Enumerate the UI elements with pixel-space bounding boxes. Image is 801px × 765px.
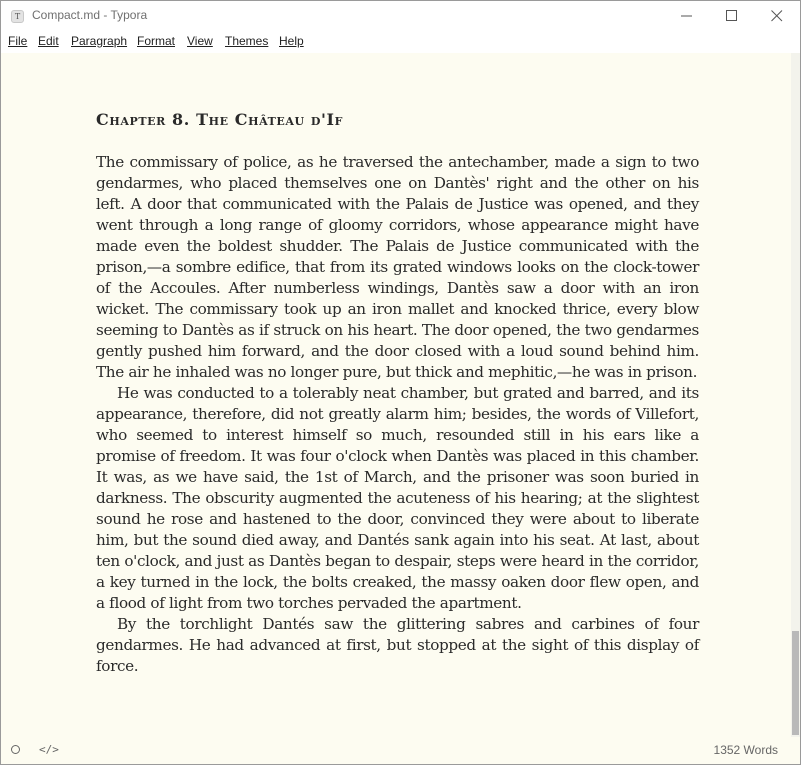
menu-paragraph[interactable] — [71, 34, 127, 48]
status-bar — [1, 737, 800, 764]
scrollbar-thumb[interactable] — [792, 631, 799, 735]
typora-app-icon: T — [11, 10, 24, 23]
title-bar[interactable] — [1, 1, 800, 31]
minimize-button[interactable] — [664, 1, 710, 31]
menu-edit[interactable] — [38, 34, 59, 48]
menu-format[interactable] — [137, 34, 175, 48]
minimize-icon — [681, 10, 693, 22]
close-icon — [771, 10, 783, 22]
word-count[interactable]: 1352 Words — [713, 743, 778, 757]
menu-view[interactable] — [187, 34, 213, 48]
editor-document[interactable] — [1, 53, 791, 737]
menu-themes[interactable] — [225, 34, 268, 48]
close-button[interactable] — [754, 1, 800, 31]
chapter-heading[interactable]: Chapter 8. The Château d'If — [96, 110, 344, 129]
paragraph-1[interactable]: The commissary of police, as he traversed the antechamber, made a sign to two gendarmes, who placed themselves one on Dantès' right and the other on his left. A door that communicated with the Palais de Justice was opened, and they went through a long range of gloomy corridors, whose appearance might have made even the boldest shudder. The Palais de Justice communicated with the prison,—a sombre edifice, that from its grated windows looks on the clock-tower of the Accoules. After numberless windings, Dantès saw a door with an iron wicket. The commissary took up an iron mallet and knocked thrice, every blow seeming to Dantès as if struck on his heart. The door opened, the two gendarmes gently pushed him forward, and the door closed with a loud sound behind him. The air he inhaled was no longer pure, but thick and mephitic,—he was in prison. — [96, 153, 699, 381]
menu-bar — [1, 31, 800, 53]
maximize-icon — [726, 10, 738, 22]
menu-format-label: Format — [137, 34, 176, 48]
menu-paragraph-label: Paragraph — [71, 34, 128, 48]
window-title: Compact.md - Typora — [32, 8, 148, 22]
circle-outline-icon[interactable] — [11, 745, 20, 754]
menu-file[interactable] — [8, 34, 27, 48]
menu-help[interactable] — [279, 34, 304, 48]
maximize-button[interactable] — [709, 1, 755, 31]
menu-file-label: File — [8, 34, 28, 48]
menu-themes-label: Themes — [225, 34, 269, 48]
document-body[interactable] — [96, 152, 699, 677]
menu-view-label: View — [187, 34, 213, 48]
menu-edit-label: Edit — [38, 34, 59, 48]
menu-help-label: Help — [279, 34, 304, 48]
paragraph-2[interactable]: He was conducted to a tolerably neat chamber, but grated and barred, and its appearance, therefore, did not greatly alarm him; besides, the words of Villefort, who seemed to interest himself so much, resounded still in his ears like a promise of freedom. It was four o'clock when Dantès was placed in this chamber. It was, as we have said, the 1st of March, and the prisoner was soon buried in darkness. The obscurity augmented the acuteness of his hearing; at the slightest sound he rose and hastened to the door, convinced they were about to liberate him, but the sound died away, and Dantés sank again into his seat. At last, about ten o'clock, and just as Dantès began to despair, steps were heard in the corridor, a key turned in the lock, the bolts creaked, the massy oaken door flew open, and a flood of light from two torches pervaded the apartment. — [96, 384, 699, 612]
paragraph-3[interactable]: By the torchlight Dantés saw the glittering sabres and carbines of four gendarmes. He had advanced at first, but stopped at the sight of this display of force. — [96, 615, 699, 675]
code-icon[interactable]: </> — [39, 743, 59, 756]
